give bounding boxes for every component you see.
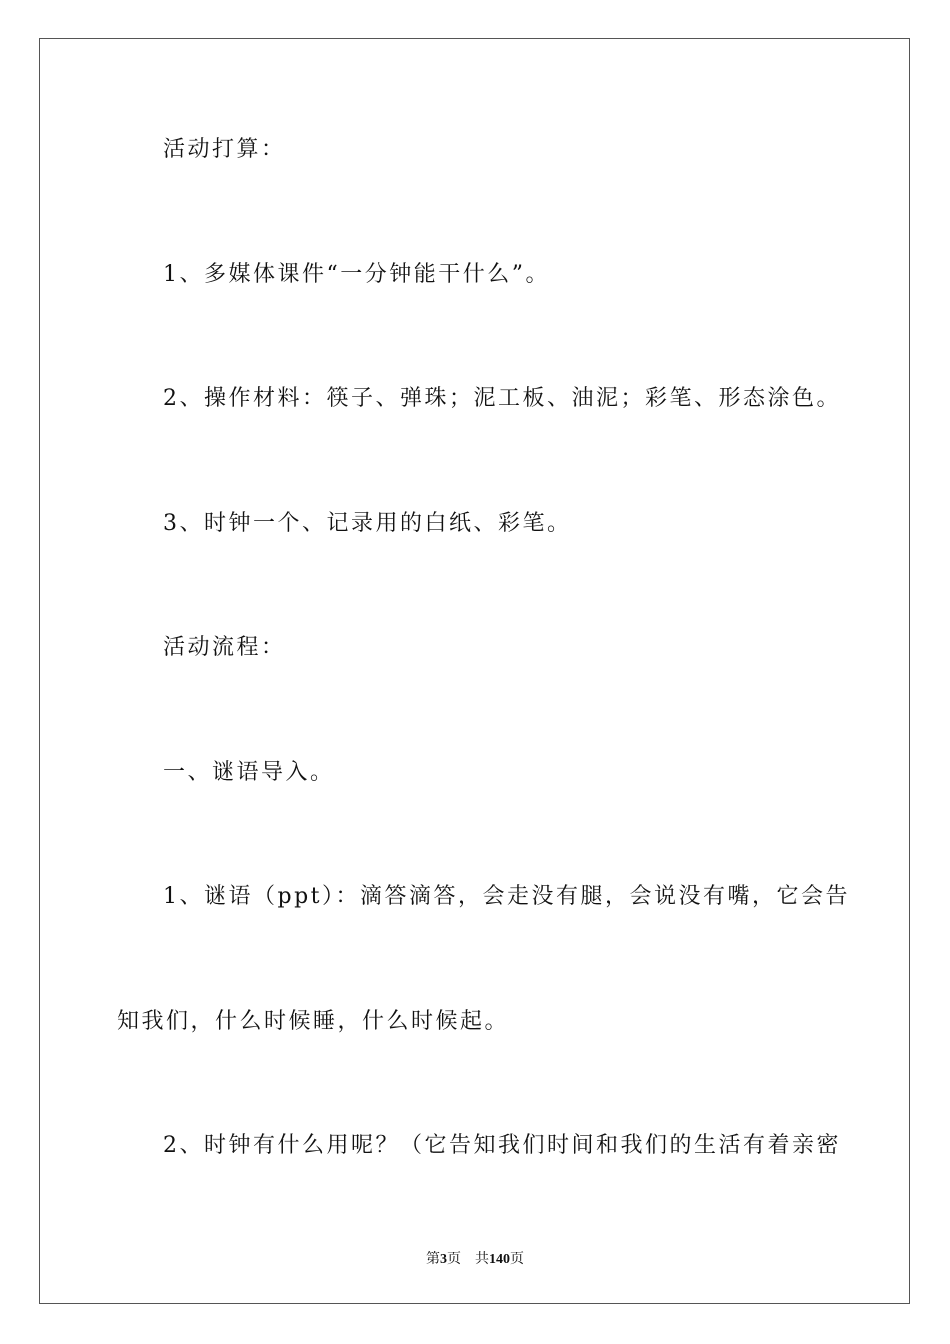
- page-footer: [0, 1248, 950, 1268]
- paragraph-continuation: 知我们，什么时候睡，什么时候起。: [117, 1009, 510, 1034]
- total-pages: 140: [489, 1252, 510, 1267]
- page-prefix: 第: [426, 1252, 440, 1267]
- paragraph-item: 2、操作材料：筷子、弹珠；泥工板、油泥；彩笔、形态涂色。: [163, 386, 841, 411]
- page-border: [39, 38, 910, 1304]
- paragraph-item: 1、多媒体课件“一分钟能干什么”。: [163, 262, 550, 287]
- paragraph-item: 1、谜语（ppt）：滴答滴答，会走没有腿，会说没有嘴，它会告: [163, 884, 851, 909]
- page-suffix: 页: [447, 1252, 461, 1267]
- page-number: 3: [440, 1252, 447, 1267]
- total-suffix: 页: [510, 1252, 524, 1267]
- total-prefix: 共: [475, 1252, 489, 1267]
- section-heading-activity-process: 活动流程：: [163, 635, 286, 660]
- subsection-heading: 一、谜语导入。: [163, 760, 335, 785]
- section-heading-activity-plan: 活动打算：: [163, 137, 286, 162]
- paragraph-item: 2、时钟有什么用呢？（它告知我们时间和我们的生活有着亲密: [163, 1133, 841, 1158]
- paragraph-item: 3、时钟一个、记录用的白纸、彩笔。: [163, 511, 572, 536]
